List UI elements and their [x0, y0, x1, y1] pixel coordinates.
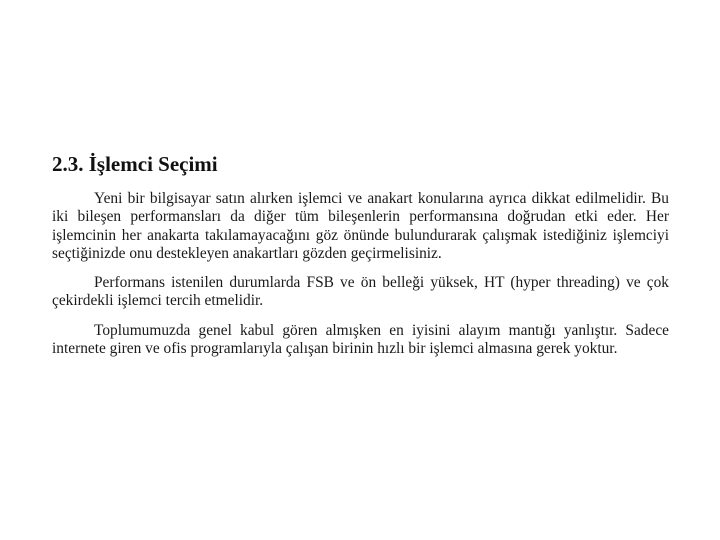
paragraph-common-belief: Toplumumuzda genel kabul gören almışken en iyisini alayım mantığı yanlıştır. Sadece internete giren ve ofis programlarıyla çalışan birinin hızlı bir işlemci almasına gerek yoktur. — [52, 321, 669, 358]
section-heading: 2.3. İşlemci Seçimi — [52, 152, 218, 176]
paragraph-cpu-selection: Yeni bir bilgisayar satın alırken işlemci ve anakart konularına ayrıca dikkat edilmelidir. Bu iki bileşen performansları da diğer tüm bileşenlerin performansına doğrudan etki eder. Her işlemcinin her anakarta takılamayacağını göz önünde bulundurarak çalışmak istediğiniz işlemciyi seçtiğinizde onu destekleyen anakartları gözden geçirmelisiniz. — [52, 190, 669, 262]
paragraph-performance: Performans istenilen durumlarda FSB ve ön belleği yüksek, HT (hyper threading) ve çok çekirdekli işlemci tercih etmelidir. — [52, 274, 669, 310]
document-page — [52, 150, 669, 369]
